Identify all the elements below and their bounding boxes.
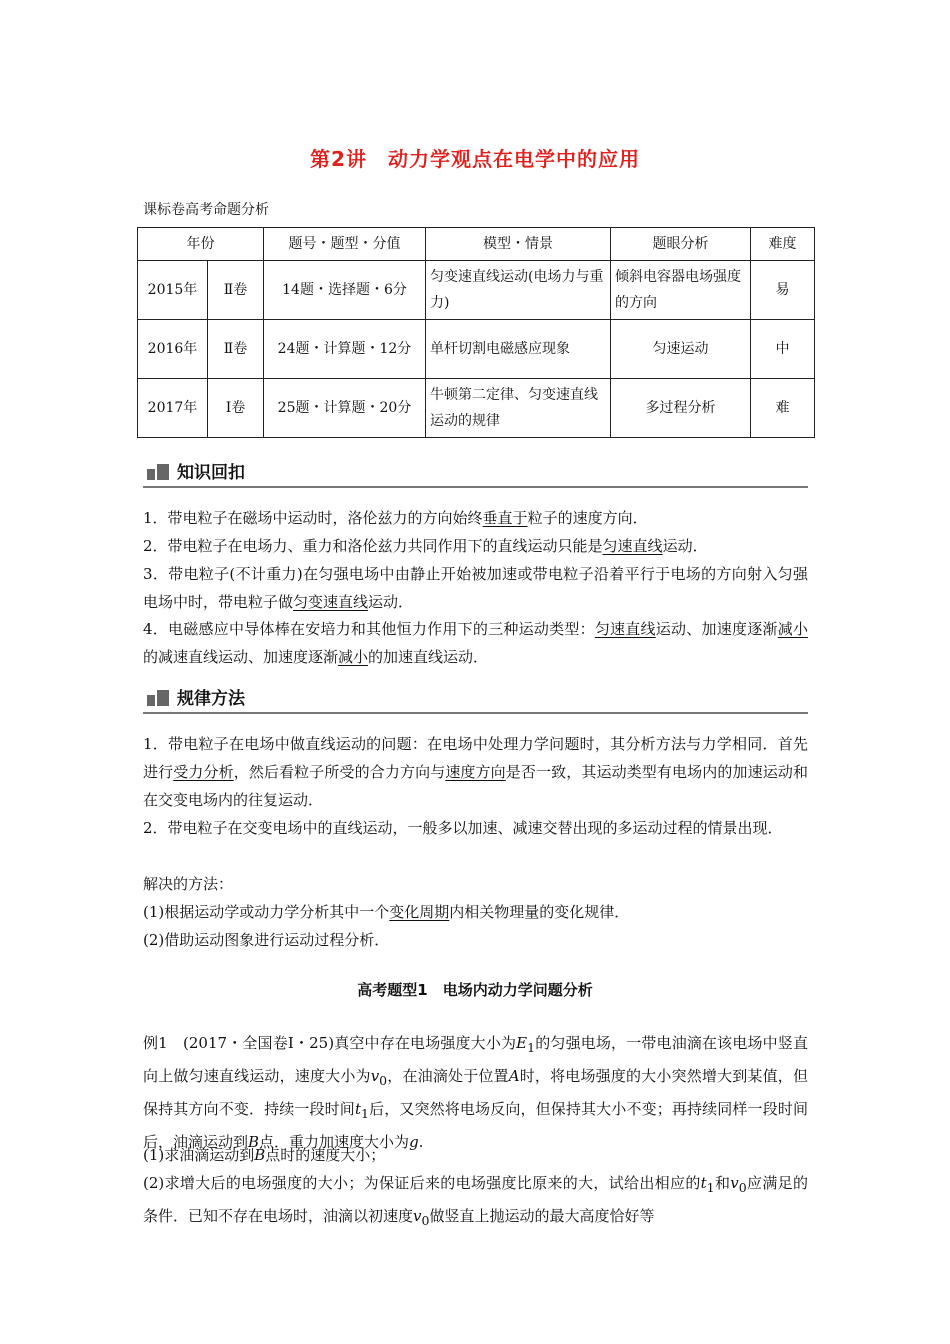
question-2: (2)求增大后的电场强度的大小；为保证后来的电场强度比原来的大，试给出相应的$t_1$和$v_0$应满足的条件．已知不存在电场时，油滴以初速度$v_0$做竖直上抛运动的最大高度恰好等 [143, 1174, 808, 1228]
header-year: 年份 [138, 228, 264, 261]
cell-year: 2016年 [138, 320, 208, 379]
section-marker-icon [147, 464, 169, 480]
cell-paper: Ⅱ卷 [208, 320, 264, 379]
cell-difficulty: 易 [751, 261, 815, 320]
knowledge-item-4: 4．电磁感应中导体棒在安培力和其他恒力作用下的三种运动类型：匀速直线运动、加速度逐渐减小的减速直线运动、加速度逐渐减小的加速直线运动． [143, 620, 808, 666]
question-1: (1)求油滴运动到B点时的速度大小； [143, 1146, 386, 1164]
table-row [138, 320, 815, 379]
table-row [138, 261, 815, 320]
cell-question: 25题・计算题・20分 [264, 379, 426, 438]
exam-analysis-table [137, 227, 815, 438]
method-item-1: 1．带电粒子在电场中做直线运动的问题：在电场中处理力学问题时，其分析方法与力学相同．首先进行受力分析，然后看粒子所受的合力方向与速度方向是否一致，其运动类型有电场内的加速运动和在交变电场内的往复运动． [143, 735, 808, 809]
section-heading-label: 规律方法 [177, 689, 245, 709]
header-difficulty: 难度 [751, 228, 815, 261]
cell-question: 14题・选择题・6分 [264, 261, 426, 320]
method-step-2: (2)借助运动图象进行运动过程分析． [143, 931, 390, 949]
method-step-1: (1)根据运动学或动力学分析其中一个变化周期内相关物理量的变化规律． [143, 903, 630, 921]
cell-focus: 匀速运动 [611, 320, 751, 379]
section-heading-label: 知识回扣 [177, 463, 245, 483]
cell-year: 2015年 [138, 261, 208, 320]
exam-type-heading: 高考题型1 电场内动力学问题分析 [357, 981, 593, 999]
example-problem: 例1 (2017・全国卷Ⅰ・25)真空中存在电场强度大小为$E_1$的匀强电场，一带电油滴在该电场中竖直向上做匀速直线运动，速度大小为$v_0$，在油滴处于位置A时，将电场强度的大小突然增大到某值，但保持其方向不变．持续一段时间$t_1$后，又突然将电场反向，但保持其大小不变；再持续同样一段时间后，油滴运动到B点．重力加速度大小为g. [143, 1034, 808, 1151]
header-focus: 题眼分析 [611, 228, 751, 261]
cell-difficulty: 难 [751, 379, 815, 438]
knowledge-item-1: 1．带电粒子在磁场中运动时，洛伦兹力的方向始终垂直于粒子的速度方向． [143, 509, 648, 527]
cell-model: 匀变速直线运动(电场力与重力) [426, 261, 611, 320]
page-title: 第2讲 动力学观点在电学中的应用 [310, 147, 640, 171]
cell-focus: 多过程分析 [611, 379, 751, 438]
cell-model: 牛顿第二定律、匀变速直线运动的规律 [426, 379, 611, 438]
table-caption: 课标卷高考命题分析 [143, 202, 269, 218]
method-item-2: 2．带电粒子在交变电场中的直线运动，一般多以加速、减速交替出现的多运动过程的情景出现． [143, 819, 783, 837]
table-row [138, 379, 815, 438]
cell-difficulty: 中 [751, 320, 815, 379]
cell-model: 单杆切割电磁感应现象 [426, 320, 611, 379]
header-model: 模型・情景 [426, 228, 611, 261]
cell-paper: Ⅰ卷 [208, 379, 264, 438]
header-question: 题号・题型・分值 [264, 228, 426, 261]
method-label: 解决的方法： [143, 875, 234, 893]
section-heading-knowledge [143, 456, 808, 488]
section-heading-methods [143, 682, 808, 714]
knowledge-item-3: 3．带电粒子(不计重力)在匀强电场中由静止开始被加速或带电粒子沿着平行于电场的方向射入匀强电场中时，带电粒子做匀变速直线运动． [143, 565, 808, 611]
cell-year: 2017年 [138, 379, 208, 438]
cell-paper: Ⅱ卷 [208, 261, 264, 320]
cell-focus: 倾斜电容器电场强度的方向 [611, 261, 751, 320]
cell-question: 24题・计算题・12分 [264, 320, 426, 379]
section-marker-icon [147, 690, 169, 706]
knowledge-item-2: 2．带电粒子在电场力、重力和洛伦兹力共同作用下的直线运动只能是匀速直线运动． [143, 537, 708, 555]
